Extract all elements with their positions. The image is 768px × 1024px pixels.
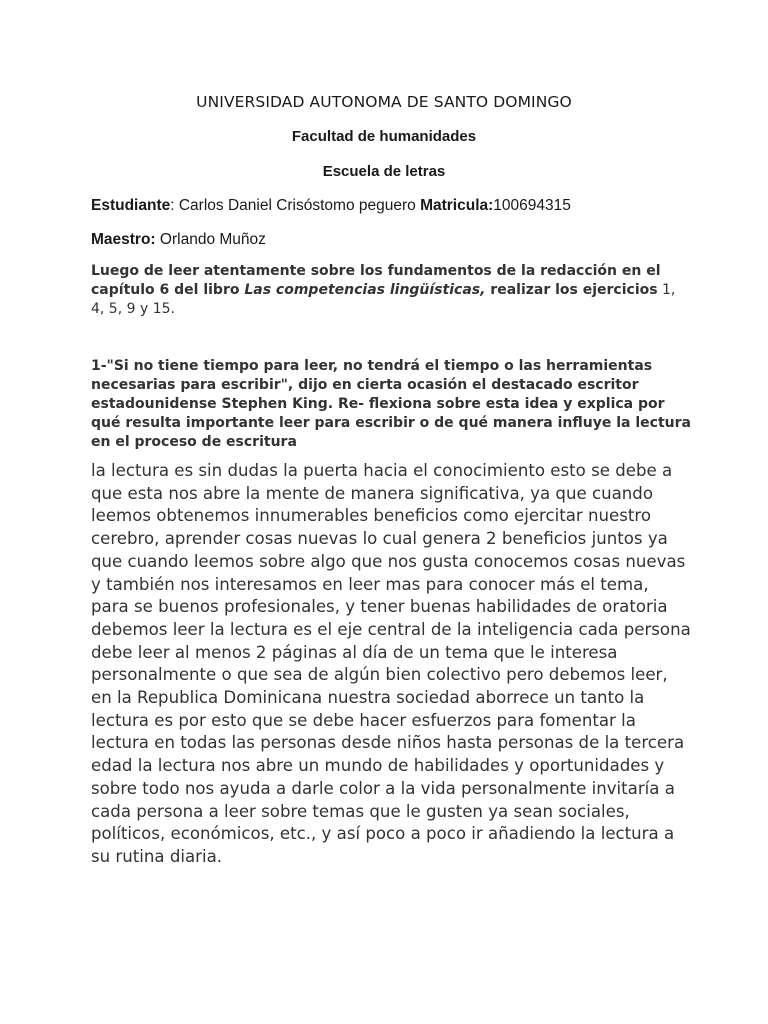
teacher-line [91,231,266,249]
teacher-label: Maestro: [91,231,156,248]
instructions-text-1: Luego de leer atentamente sobre los fundamentos de la redacción en el capítulo 6 del libro [91,263,661,298]
instructions-paragraph [91,262,691,319]
answer-paragraph: la lectura es sin dudas la puerta hacia el conocimiento esto se debe a que esta nos abre la mente de manera significativa, ya que cuando leemos obtenemos innumerables beneficios como ejercitar nuestro cerebro, aprender cosas nuevas lo cual genera 2 beneficios juntos ya que cuando leemos sobre algo que nos gusta conocemos cosas nuevas y también nos interesamos en leer mas para conocer más el tema, para se buenos profesionales, y tener buenas habilidades de oratoria debemos leer la lectura es el eje central de la inteligencia cada persona debe leer al menos 2 páginas al día de un tema que le interesa personalmente o que sea de algún bien colectivo pero debemos leer, en la Republica Dominicana nuestra sociedad aborrece un tanto la lectura es por esto que se debe hacer esfuerzos para fomentar la lectura en todas las personas desde niños hasta personas de la tercera edad la lectura nos abre un mundo de habilidades y oportunidades y sobre todo nos ayuda a darle color a la vida personalmente invitaría a cada persona a leer sobre temas que le gusten ya sean sociales, políticos, económicos, etc., y así poco a poco ir añadiendo la lectura a su rutina diaria. [91,461,691,866]
instructions-text-2: realizar los ejercicios [485,282,658,298]
student-label: Estudiante [91,197,171,214]
matricula-label: Matricula: [420,197,494,214]
question-1: 1-"Si no tiene tiempo para leer, no tendrá el tiempo o las herramientas necesarias para escribir", dijo en cierta ocasión el destacado escritor estadounidense Stephen King. Re- flexiona sobre esta idea y explica por qué resulta importante leer para escribir o de qué manera influye la lectura en el proceso de escritura [91,358,691,450]
matricula-value: 100694315 [493,197,571,214]
faculty-heading: Facultad de humanidades [291,128,477,145]
student-name: : Carlos Daniel Crisóstomo peguero [170,197,421,214]
teacher-name: Orlando Muñoz [155,231,266,248]
student-line [91,197,571,215]
book-title: Las competencias lingüísticas, [244,282,486,298]
school-heading: Escuela de letras [322,163,446,180]
exercise-list: 1, 4, 5, 9 y 15. [91,282,676,317]
university-title: UNIVERSIDAD AUTONOMA DE SANTO DOMINGO [196,93,572,111]
